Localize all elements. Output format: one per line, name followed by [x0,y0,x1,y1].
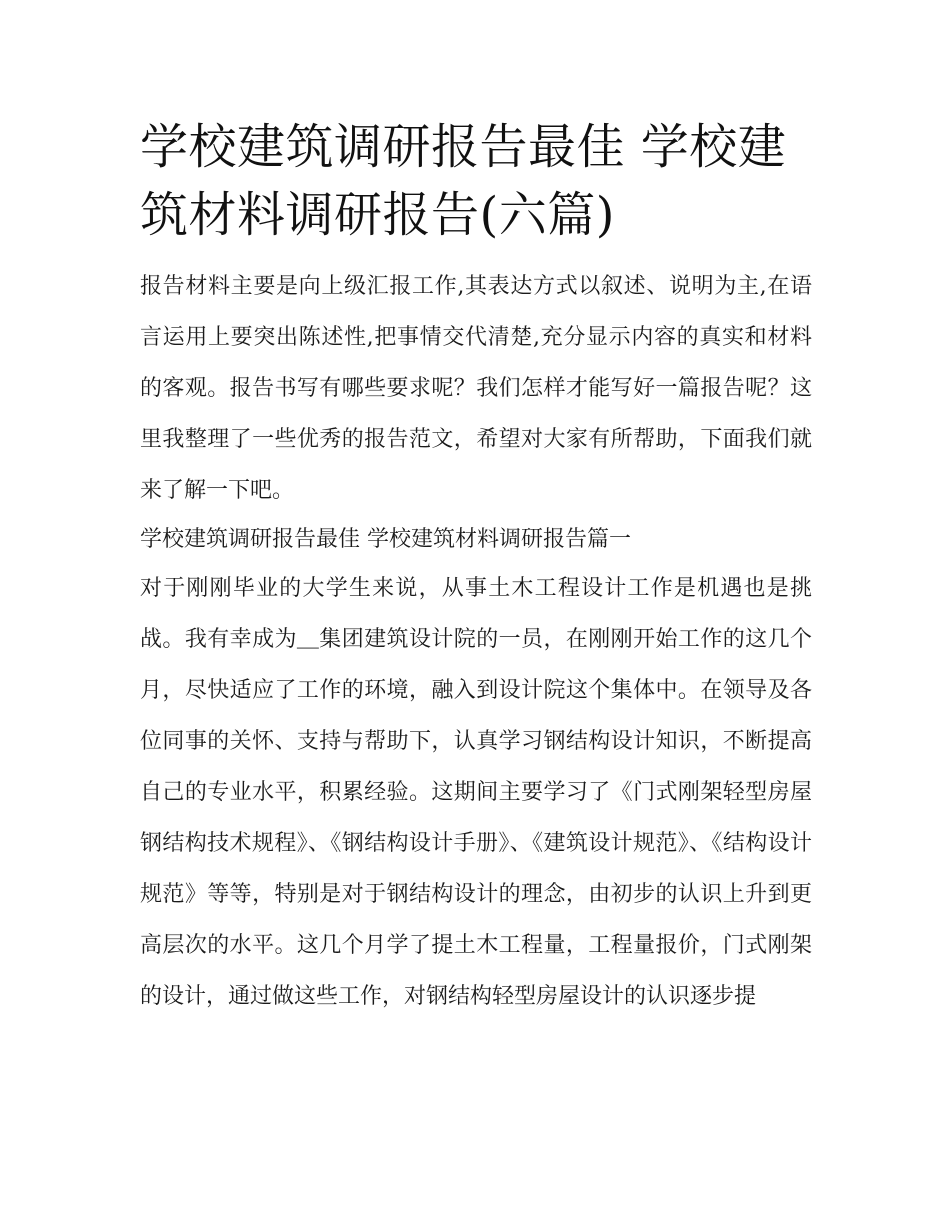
section-body-paragraph: 对于刚刚毕业的大学生来说，从事土木工程设计工作是机遇也是挑战。我有幸成为＿集团建筑设计院的一员，在刚刚开始工作的这几个月，尽快适应了工作的环境，融入到设计院这个集体中。在领导及各位同事的关怀、支持与帮助下，认真学习钢结构设计知识，不断提高自己的专业水平，积累经验。这期间主要学习了《门式刚架轻型房屋钢结构技术规程》、《钢结构设计手册》、《建筑设计规范》、《结构设计规范》等等，特别是对于钢结构设计的理念，由初步的认识上升到更高层次的水平。这几个月学了提土木工程量，工程量报价，门式刚架的设计，通过做这些工作，对钢结构轻型房屋设计的认识逐步提 [140,576,812,1009]
intro-paragraph: 报告材料主要是向上级汇报工作,其表达方式以叙述、说明为主,在语言运用上要突出陈述性,把事情交代清楚,充分显示内容的真实和材料的客观。报告书写有哪些要求呢？我们怎样才能写好一篇报告呢？这里我整理了一些优秀的报告范文，希望对大家有所帮助，下面我们就来了解一下吧。 [140,274,812,503]
document-content [140,113,812,1022]
section-heading: 学校建筑调研报告最佳 学校建筑材料调研报告篇一 [140,527,631,552]
document-title: 学校建筑调研报告最佳 学校建筑材料调研报告(六篇) [140,119,787,243]
